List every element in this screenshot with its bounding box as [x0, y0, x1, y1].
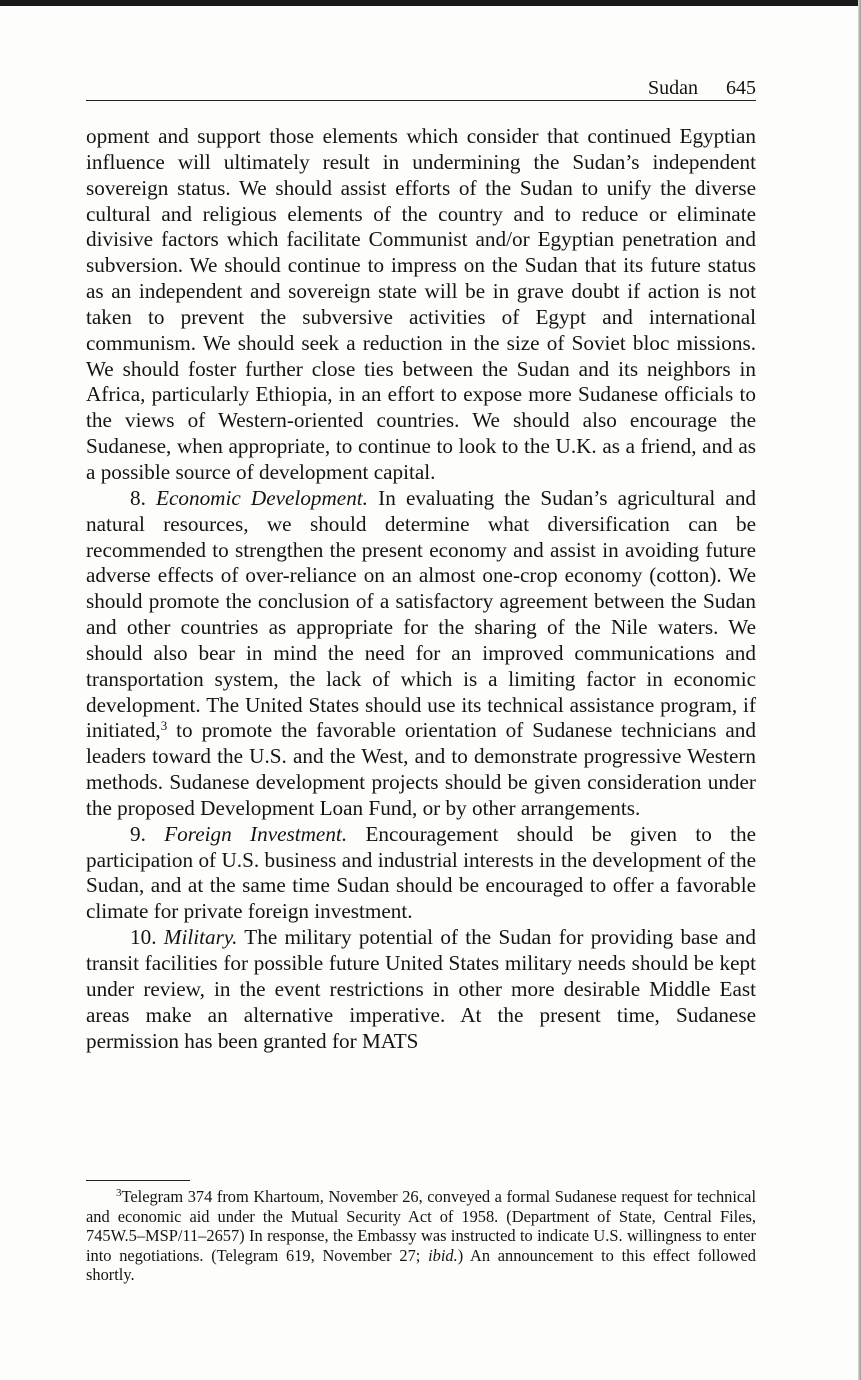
paragraph-number: 8. [130, 485, 146, 510]
paragraph-10 [86, 925, 756, 1054]
footnote-text: Telegram 374 from Khartoum, November 26, conveyed a formal Sudanese request for technical and economic aid under the Mutual Security Act of 1958. (Department of State, Central Files, 745W.5–MSP/11–2657) In response, the Embassy was instructed to indicate U.S. willingness to enter into negotiations. (Telegram 619, November 27; [86, 1187, 756, 1265]
paragraph-text: The military potential of the Sudan for providing base and transit facilities for possible future United States military needs should be kept under review, in the event restrictions in other more desirable Middle East areas make an alternative imperative. At the present time, Sudanese permission has been granted for MATS [86, 925, 756, 1053]
paragraph-8 [86, 486, 756, 822]
paragraph-continued [86, 124, 756, 486]
footnote-3 [86, 1187, 756, 1285]
footnote-ibid: ibid. [428, 1245, 458, 1265]
paragraph-text: to promote the favorable orientation of Sudanese technicians and leaders toward the U.S. and the West, and to demonstrate progressive Western methods. Sudanese development projects should be given consideration under the proposed Development Loan Fund, or by other arrangements. [86, 718, 756, 820]
footnote-marker: 3 [116, 1187, 122, 1199]
running-head-title: Sudan [648, 77, 698, 99]
paragraph-text: opment and support those elements which consider that continued Egyptian influence will ultimately result in undermining the Sudan’s independent sovereign status. We should assist efforts of the Sudan to unify the diverse cultural and religious elements of the country and to reduce or eliminate divisive factors which facilitate Communist and/or Egyptian penetration and subversion. We should continue to impress on the Sudan that its future status as an independent and sovereign state will be in grave doubt if action is not taken to prevent the subversive activities of Egypt and international communism. We should seek a reduction in the size of Soviet bloc missions. We should foster further close ties between the Sudan and its neighbors in Africa, particularly Ethiopia, in an effort to expose more Sudanese officials to the views of Western-oriented countries. We should also encourage the Sudanese, when appropriate, to continue to look to the U.K. as a friend, and as a possible source of development capital. [86, 124, 756, 484]
body-text [86, 124, 756, 1054]
paragraph-9 [86, 822, 756, 925]
running-header [86, 76, 756, 101]
page-number: 645 [726, 77, 756, 99]
footnote-separator [86, 1180, 190, 1181]
section-heading-foreign-investment: Foreign Investment. [164, 821, 348, 846]
footnote-text: ) An announcement to this effect followed shortly. [86, 1245, 756, 1284]
paragraph-number: 10. [130, 925, 157, 950]
footnotes [86, 1187, 756, 1285]
paragraph-text: In evaluating the Sudan’s agricultural and natural resources, we should determine what diversification can be recommended to strengthen the present economy and assist in avoiding future adverse effects of over-reliance on an almost one-crop economy (cotton). We should promote the conclusion of a satisfactory agreement between the Sudan and other countries as appropriate for the sharing of the Nile waters. We should also bear in mind the need for an improved communications and transportation system, the lack of which is a limiting factor in economic development. The United States should use its technical assistance program, if initiated, [86, 485, 757, 743]
section-heading-economic-development: Economic Development. [156, 485, 368, 510]
paragraph-text: Encouragement should be given to the participation of U.S. business and industrial interests in the development of the Sudan, and at the same time Sudan should be encouraged to offer a favorable climate for private foreign investment. [86, 821, 757, 924]
top-edge-rule [0, 0, 861, 6]
paragraph-number: 9. [130, 821, 146, 846]
footnote-reference: 3 [160, 718, 168, 734]
section-heading-military: Military. [163, 925, 238, 950]
